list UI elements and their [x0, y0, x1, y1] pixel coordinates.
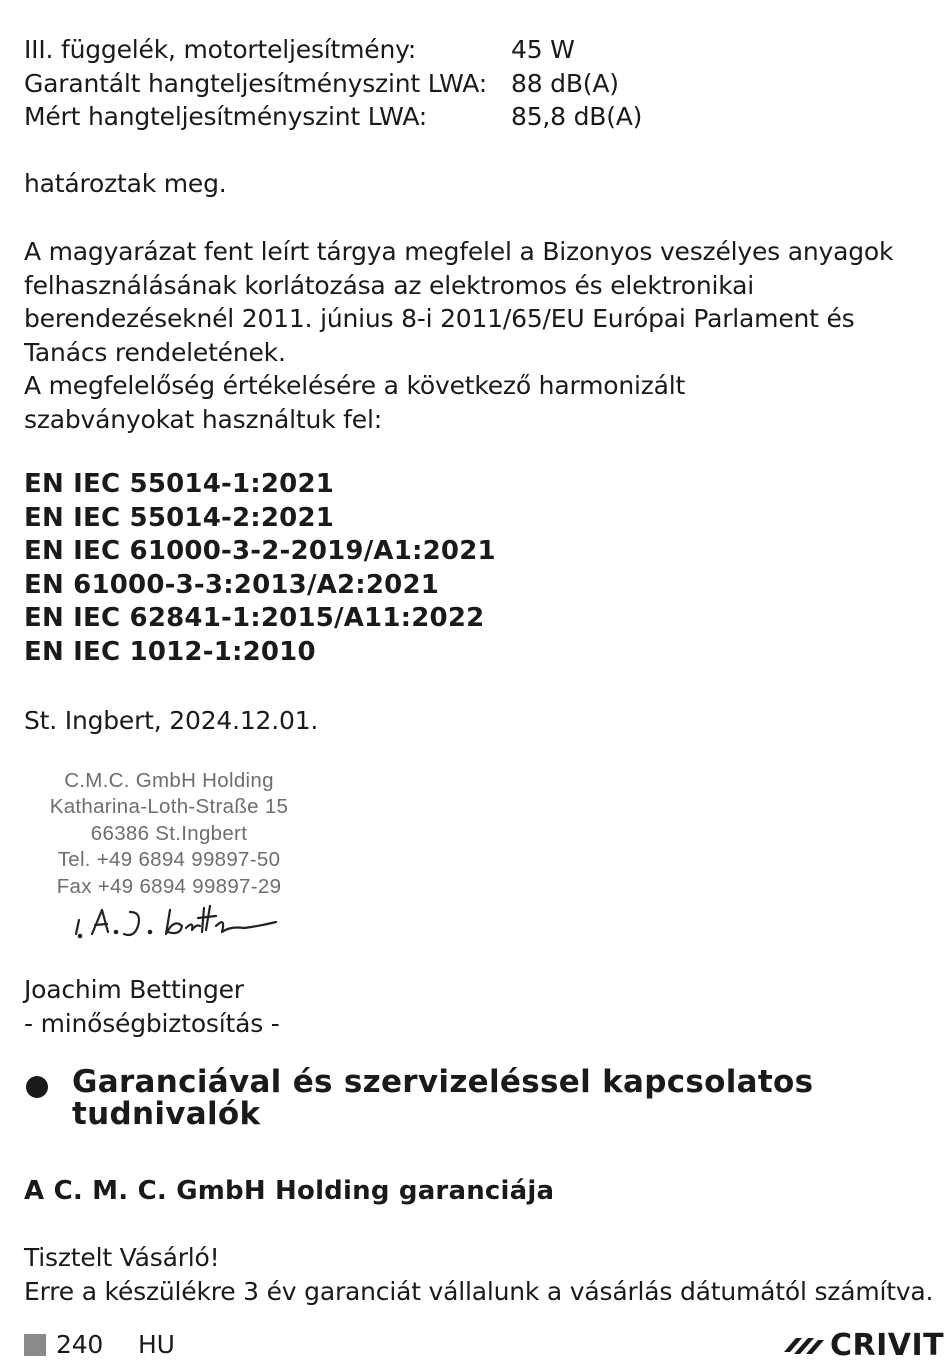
spec-row — [24, 67, 642, 101]
spec-row — [24, 100, 642, 134]
spec-label: Garantált hangteljesítményszint LWA: — [24, 68, 487, 98]
stamp-line: Katharina-Loth-Straße 15 — [49, 795, 289, 819]
spec-value: 85,8 dB(A) — [511, 102, 643, 131]
standard-item: EN IEC 1012-1:2010 — [24, 636, 316, 667]
determined-text: határoztak meg. — [24, 169, 227, 198]
language-code: HU — [138, 1330, 175, 1359]
warranty-text: Erre a készülékre 3 év garanciát vállalunk a vásárlás dátumától számítva. — [24, 1277, 934, 1306]
warranty-subheading: A C. M. C. GmbH Holding garanciája — [24, 1176, 555, 1206]
rohs-paragraph: A magyarázat fent leírt tárgya megfelel a Bizonyos veszélyes anyagok felhasználásának korlátozása az elektromos és elektronikai berendezéseknél 2011. június 8-i 2011/65/EU Európai Parlament és Tanács rendeletének. — [24, 237, 894, 367]
spec-value: 45 W — [511, 35, 575, 64]
standard-item: EN IEC 62841-1:2015/A11:2022 — [24, 603, 485, 634]
standard-item: EN 61000-3-3:2013/A2:2021 — [24, 569, 440, 600]
handwritten-signature — [70, 896, 290, 944]
crivit-logo-icon — [782, 1332, 828, 1358]
spec-row — [24, 33, 642, 67]
place-date: St. Ingbert, 2024.12.01. — [24, 706, 319, 735]
brand-logo — [782, 1328, 944, 1362]
page-marker-icon — [24, 1334, 46, 1356]
spec-label: III. függelék, motorteljesítmény: — [24, 35, 417, 64]
standard-item: EN IEC 61000-3-2-2019/A1:2021 — [24, 536, 496, 567]
page-number: 240 — [56, 1330, 104, 1359]
section-heading: Garanciával és szervizeléssel kapcsolatos tudnivalók — [72, 1064, 814, 1132]
standards-list — [24, 468, 496, 670]
stamp-line: C.M.C. GmbH Holding — [64, 769, 274, 792]
greeting: Tisztelt Vásárló! — [24, 1243, 220, 1272]
spec-table — [24, 33, 642, 134]
signatory-name: Joachim Bettinger — [24, 975, 244, 1004]
bullet-dot-icon — [26, 1076, 48, 1098]
standard-item: EN IEC 55014-2:2021 — [24, 502, 335, 533]
stamp-line: Fax +49 6894 99897-29 — [56, 874, 282, 898]
signatory-role: - minőségbiztosítás - — [24, 1009, 280, 1038]
standard-item: EN IEC 55014-1:2021 — [24, 469, 335, 499]
brand-name: CRIVIT — [830, 1327, 945, 1363]
company-stamp — [24, 768, 314, 900]
stamp-line: 66386 St.Ingbert — [90, 821, 248, 845]
stamp-line: Tel. +49 6894 99897-50 — [57, 848, 281, 872]
spec-label: Mért hangteljesítményszint LWA: — [24, 102, 428, 131]
spec-value: 88 dB(A) — [511, 68, 619, 98]
standards-intro: A megfelelőség értékelésére a következő harmonizált szabványokat használtuk fel: — [24, 371, 686, 434]
